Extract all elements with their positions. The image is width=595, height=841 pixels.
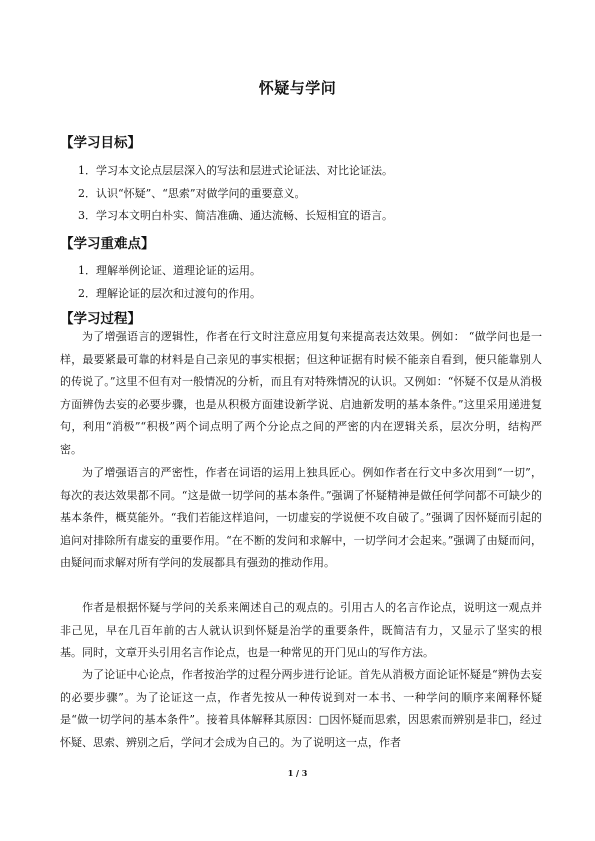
process-paragraph-3: 作者是根据怀疑与学问的关系来阐述自己的观点的。引用古人的名言作论点，说明这一观点并非己见，早在几百年前的古人就认识到怀疑是治学的重要条件，既简洁有力，又显示了坚实的根基。同时，文章开头引用名言作论点，也是一种常见的开门见山的写作方法。: [60, 601, 542, 659]
key-point-item-2: 2．理解论证的层次和过渡句的作用。: [78, 287, 261, 300]
process-paragraph-2: 为了增强语言的严密性，作者在词语的运用上独具匠心。例如作者在行文中多次用到“一切”，每次的表达效果都不同。“这是做一切学问的基本条件。”强调了怀疑精神是做任何学问都不可缺少的基本条件，概莫能外。“我们若能这样追问，一切虚妄的学说便不攻自破了。”强调了因怀疑而引起的追问对排除所有虚妄的重要作用。“在不断的发问和求解中，一切学问才会起来。”强调了由疑而问，由疑问而求解对所有学问的发展都具有强劲的推动作用。: [60, 466, 542, 569]
goal-item-2: 2．认识“怀疑”、“思索”对做学问的重要意义。: [78, 187, 306, 200]
page-number: 1 / 3: [287, 768, 308, 778]
process-paragraph-1: 为了增强语言的逻辑性，作者在行文时注意应用复句来提高表达效果。例如： “做学问也是一样，最要紧最可靠的材料是自己亲见的事实根据；但这种证据有时候不能亲自看到，便只能靠别人的传说了。”这里不但有对一般情况的分析，而且有对特殊情况的认识。又例如：“怀疑不仅是从消极方面辨伪去妄的必要步骤，也是从积极方面建设新学说、启迪新发明的基本条件。”这里采用递进复句，利用“消极”“积极”两个词点明了两个分论点之间的严密的内在逻辑关系，层次分明，结构严密。: [60, 330, 542, 456]
goal-item-3: 3．学习本文明白朴实、简洁准确、通达流畅、长短相宜的语言。: [78, 209, 393, 222]
goal-item-1: 1．学习本文论点层层深入的写法和层进式论证法、对比论证法。: [78, 164, 393, 177]
process-paragraph-4: 为了论证中心论点，作者按治学的过程分两步进行论证。首先从消极方面论证怀疑是“辨伪去妄的必要步骤”。为了论证这一点，作者先按从一种传说到对一本书、一种学问的顺序来阐释怀疑是“做一切学问的基本条件”。接着具体解释其原因：□因怀疑而思索，因思索而辨别是非□，经过怀疑、思索、辨别之后，学问才会成为自己的。为了说明这一点，作者: [60, 668, 542, 749]
page-title: 怀疑与学问: [258, 79, 337, 97]
section-heading-goals: 【学习目标】: [60, 135, 141, 151]
section-heading-process: 【学习过程】: [60, 311, 141, 327]
section-heading-key-points: 【学习重难点】: [60, 236, 155, 252]
key-point-item-1: 1．理解举例论证、道理论证的运用。: [78, 264, 261, 277]
